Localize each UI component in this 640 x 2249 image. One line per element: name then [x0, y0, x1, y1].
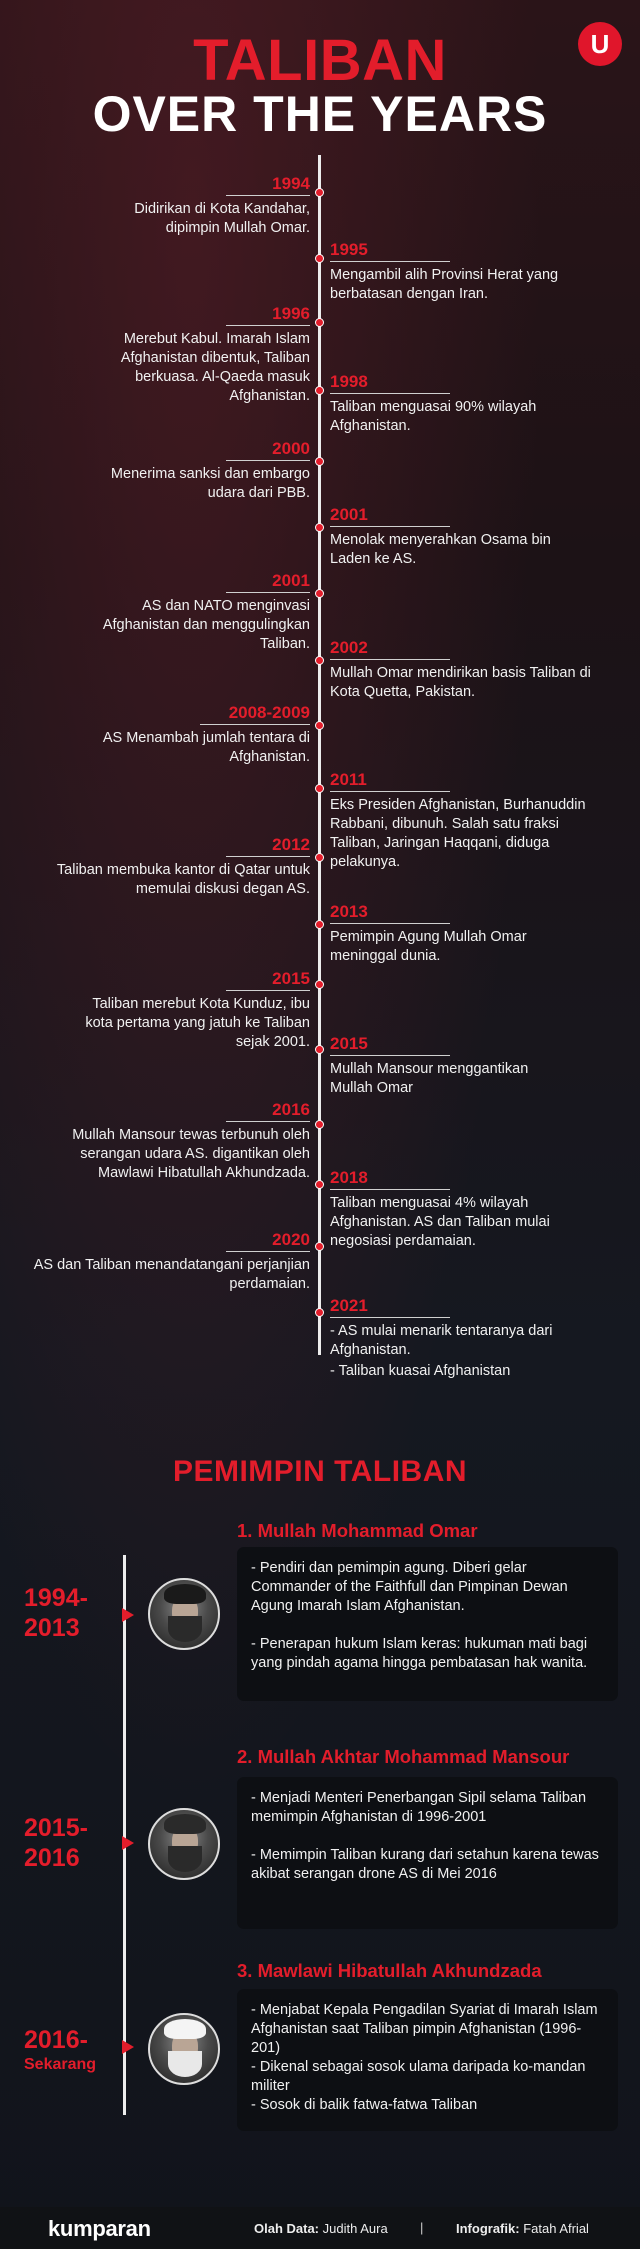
timeline-event [90, 571, 310, 654]
credit-data-value: Judith Aura [322, 2221, 388, 2236]
timeline-event [330, 240, 610, 304]
timeline-event [330, 1034, 570, 1098]
arrow-right-icon [122, 1608, 134, 1622]
event-year: 2001 [330, 505, 368, 524]
timeline-dot [315, 254, 324, 263]
timeline-dot [315, 656, 324, 665]
timeline-dot [315, 1120, 324, 1129]
event-rule [330, 1189, 450, 1190]
timeline-dot [315, 318, 324, 327]
event-rule [226, 1121, 310, 1122]
event-rule [330, 261, 450, 262]
event-text: AS dan Taliban menandatangani perjanjian perdamaian. [33, 1257, 310, 1292]
timeline-dot [315, 784, 324, 793]
event-text: Taliban menguasai 4% wilayah Afghanistan. AS dan Taliban mulai negosiasi perdamaian. [330, 1195, 550, 1249]
timeline-event [85, 304, 310, 406]
leader-portrait [148, 1578, 220, 1650]
event-rule [226, 460, 310, 461]
event-text: Mengambil alih Provinsi Herat yang berbatasan dengan Iran. [330, 267, 559, 302]
timeline-dot [315, 1045, 324, 1054]
leader-name: 3. Mawlawi Hibatullah Akhundzada [237, 1960, 542, 1981]
event-year: 2011 [330, 770, 367, 789]
event-rule [226, 592, 310, 593]
title-line-1: TALIBAN [193, 28, 447, 93]
leader-point: - Menjadi Menteri Penerbangan Sipil selama Taliban memimpin Afghanistan di 1996-2001 [251, 1790, 587, 1825]
event-year: 2008-2009 [228, 703, 310, 722]
timeline-event [110, 439, 310, 503]
event-text: AS dan NATO menginvasi Afghanistan dan menggulingkan Taliban. [102, 598, 310, 652]
event-year: 2012 [272, 835, 310, 854]
footer [0, 2207, 640, 2249]
timeline-event [330, 505, 560, 569]
timeline-event [30, 1230, 310, 1294]
leader-years-end: 2016 [24, 1844, 80, 1872]
leader-years-end: Sekarang [24, 2056, 97, 2073]
event-text: - AS mulai menarik tentaranya dari Afghanistan. [330, 1323, 553, 1358]
leader-name: 2. Mullah Akhtar Mohammad Mansour [237, 1746, 570, 1767]
leader-point: - Menjabat Kepala Pengadilan Syariat di Imarah Islam Afghanistan saat Taliban pimpin Afghanistan (1996-201) [251, 2002, 598, 2056]
timeline-event [330, 902, 580, 966]
leader-info-box [237, 1547, 618, 1701]
event-text: Mullah Mansour menggantikan Mullah Omar [330, 1061, 529, 1096]
event-text: Pemimpin Agung Mullah Omar meninggal dunia. [330, 929, 527, 964]
title-line-2: OVER THE YEARS [92, 86, 548, 142]
timeline-dot [315, 721, 324, 730]
timeline-event [330, 1296, 590, 1381]
leader-point: - Penerapan hukum Islam keras: hukuman mati bagi yang pindah agama hingga pembatasan hak wanita. [251, 1636, 588, 1671]
timeline-event [50, 703, 310, 767]
event-year: 2018 [330, 1168, 368, 1187]
leader-years-start: 2015- [24, 1814, 88, 1842]
event-rule [330, 1317, 450, 1318]
event-text-2: - Taliban kuasai Afghanistan [330, 1363, 511, 1379]
event-year: 2002 [330, 638, 368, 657]
leaders-timeline-line [123, 1555, 126, 2115]
timeline-dot [315, 386, 324, 395]
timeline-event [35, 1100, 310, 1183]
event-year: 2015 [272, 969, 310, 988]
leader-years-start: 1994- [24, 1584, 88, 1612]
event-rule [330, 1055, 450, 1056]
event-rule [200, 724, 310, 725]
credit-graphic-value: Fatah Afrial [523, 2221, 589, 2236]
event-rule [330, 923, 450, 924]
event-rule [226, 990, 310, 991]
timeline-dot [315, 457, 324, 466]
timeline-event [90, 174, 310, 238]
timeline-line [318, 155, 321, 1355]
timeline-event [330, 372, 600, 436]
timeline-event [330, 638, 600, 702]
event-rule [226, 1251, 310, 1252]
event-year: 2015 [330, 1034, 368, 1053]
event-rule [330, 659, 450, 660]
leader-point: - Memimpin Taliban kurang dari setahun karena tewas akibat serangan drone AS di Mei 2016 [251, 1847, 599, 1882]
event-rule [330, 393, 450, 394]
event-rule [226, 325, 310, 326]
event-text: Taliban menguasai 90% wilayah Afghanistan. [330, 399, 537, 434]
leader-point: - Sosok di balik fatwa-fatwa Taliban [251, 2097, 478, 2113]
arrow-right-icon [122, 2040, 134, 2054]
leader-years [24, 2025, 96, 2075]
leader-point: - Dikenal sebagai sosok ulama daripada ko-mandan militer [251, 2059, 586, 2094]
event-year: 1996 [272, 304, 310, 323]
event-text: Menerima sanksi dan embargo udara dari PBB. [110, 466, 310, 501]
event-year: 1995 [330, 240, 368, 259]
leader-years-start: 2016- [24, 2026, 88, 2054]
event-text: Merebut Kabul. Imarah Islam Afghanistan dibentuk, Taliban berkuasa. Al-Qaeda masuk Afghanistan. [120, 331, 310, 404]
footer-separator: | [420, 2220, 424, 2235]
event-year: 1994 [272, 174, 310, 193]
timeline-event [65, 969, 310, 1052]
event-text: Mullah Omar mendirikan basis Taliban di Kota Quetta, Pakistan. [330, 665, 591, 700]
timeline-dot [315, 980, 324, 989]
leader-info-box [237, 1777, 618, 1929]
timeline-event [330, 1168, 610, 1251]
event-rule [226, 856, 310, 857]
leader-years-end: 2013 [24, 1614, 80, 1642]
event-text: Taliban merebut Kota Kunduz, ibu kota pertama yang jatuh ke Taliban sejak 2001. [85, 996, 310, 1050]
leader-info-box [237, 1989, 618, 2131]
event-year: 2000 [272, 439, 310, 458]
leader-years [24, 1583, 88, 1643]
event-text: Taliban membuka kantor di Qatar untuk memulai diskusi degan AS. [56, 862, 310, 897]
credit-data [254, 2221, 388, 2236]
event-text: AS Menambah jumlah tentara di Afghanistan. [102, 730, 310, 765]
event-rule [330, 526, 450, 527]
event-year: 2016 [272, 1100, 310, 1119]
timeline-dot [315, 523, 324, 532]
leader-point: - Pendiri dan pemimpin agung. Diberi gelar Commander of the Faithfull dan Pimpinan Dewan Agung Imarah Islam Afghanistan. [251, 1560, 568, 1614]
arrow-right-icon [122, 1836, 134, 1850]
timeline-event [30, 835, 310, 899]
timeline-event [330, 770, 600, 872]
leader-years [24, 1813, 88, 1873]
timeline-dot [315, 853, 324, 862]
event-rule [330, 791, 450, 792]
event-year: 2001 [272, 571, 310, 590]
leader-portrait [148, 2013, 220, 2085]
event-year: 2013 [330, 902, 368, 921]
event-text: Menolak menyerahkan Osama bin Laden ke AS. [330, 532, 551, 567]
event-text: Eks Presiden Afghanistan, Burhanuddin Rabbani, dibunuh. Salah satu fraksi Taliban, Jaringan Haqqani, diduga pelakunya. [330, 797, 586, 870]
credit-graphic-label: Infografik: [456, 2221, 520, 2236]
timeline-dot [315, 188, 324, 197]
event-rule [226, 195, 310, 196]
event-text: Mullah Mansour tewas terbunuh oleh serangan udara AS. digantikan oleh Mawlawi Hibatullah Akhundzada. [72, 1127, 310, 1181]
timeline-dot [315, 920, 324, 929]
timeline-dot [315, 1180, 324, 1189]
footer-brand-logo: kumparan [48, 2216, 151, 2241]
event-year: 2021 [330, 1296, 368, 1315]
leader-portrait [148, 1808, 220, 1880]
brand-logo-icon: U [578, 22, 622, 66]
leader-name: 1. Mullah Mohammad Omar [237, 1520, 478, 1541]
timeline-dot [315, 1242, 324, 1251]
event-text: Didirikan di Kota Kandahar, dipimpin Mullah Omar. [134, 201, 310, 236]
credit-graphic [456, 2221, 589, 2236]
event-year: 1998 [330, 372, 368, 391]
timeline-dot [315, 1308, 324, 1317]
event-year: 2020 [272, 1230, 310, 1249]
credit-data-label: Olah Data: [254, 2221, 320, 2236]
leaders-title: PEMIMPIN TALIBAN [172, 1455, 468, 1488]
timeline-dot [315, 589, 324, 598]
